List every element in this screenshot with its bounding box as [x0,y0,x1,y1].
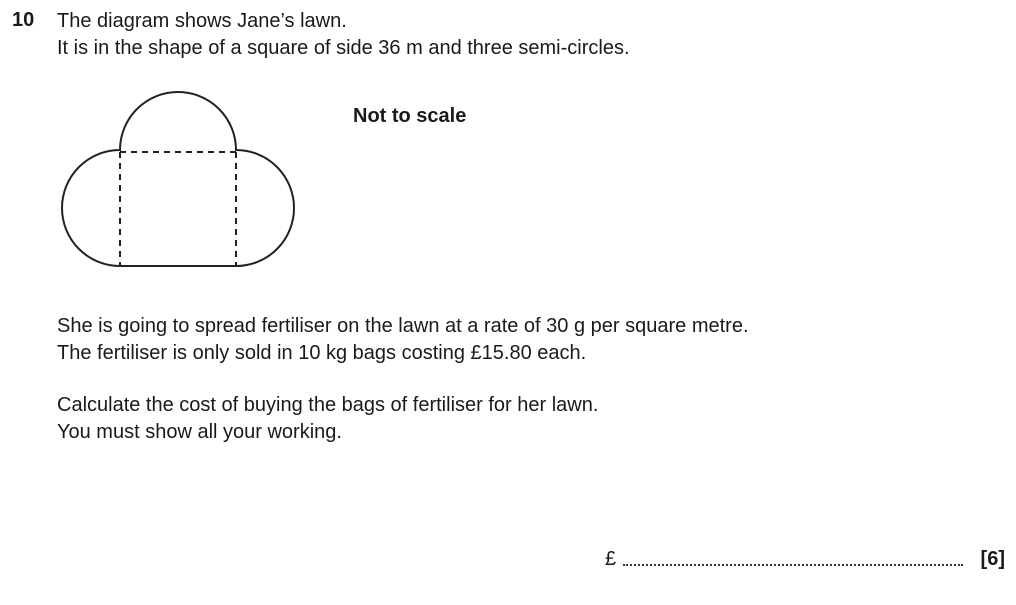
lawn-outline [62,92,294,266]
task-line-1: Calculate the cost of buying the bags of fertiliser for her lawn. [57,394,599,416]
intro-line-1: The diagram shows Jane’s lawn. [57,10,347,32]
answer-row [605,548,1005,574]
answer-currency: £ [605,548,617,570]
info-line-1: She is going to spread fertiliser on the lawn at a rate of 30 g per square metre. [57,315,749,337]
marks-label: [6] [980,548,1005,570]
task-line-2: You must show all your working. [57,421,342,443]
question-number: 10 [12,9,35,31]
answer-line[interactable] [623,564,963,566]
intro-line-2: It is in the shape of a square of side 36 m and three semi-circles. [57,37,630,59]
info-line-2: The fertiliser is only sold in 10 kg bags costing £15.80 each. [57,342,587,364]
lawn-diagram [0,0,320,290]
not-to-scale-label: Not to scale [353,105,467,127]
